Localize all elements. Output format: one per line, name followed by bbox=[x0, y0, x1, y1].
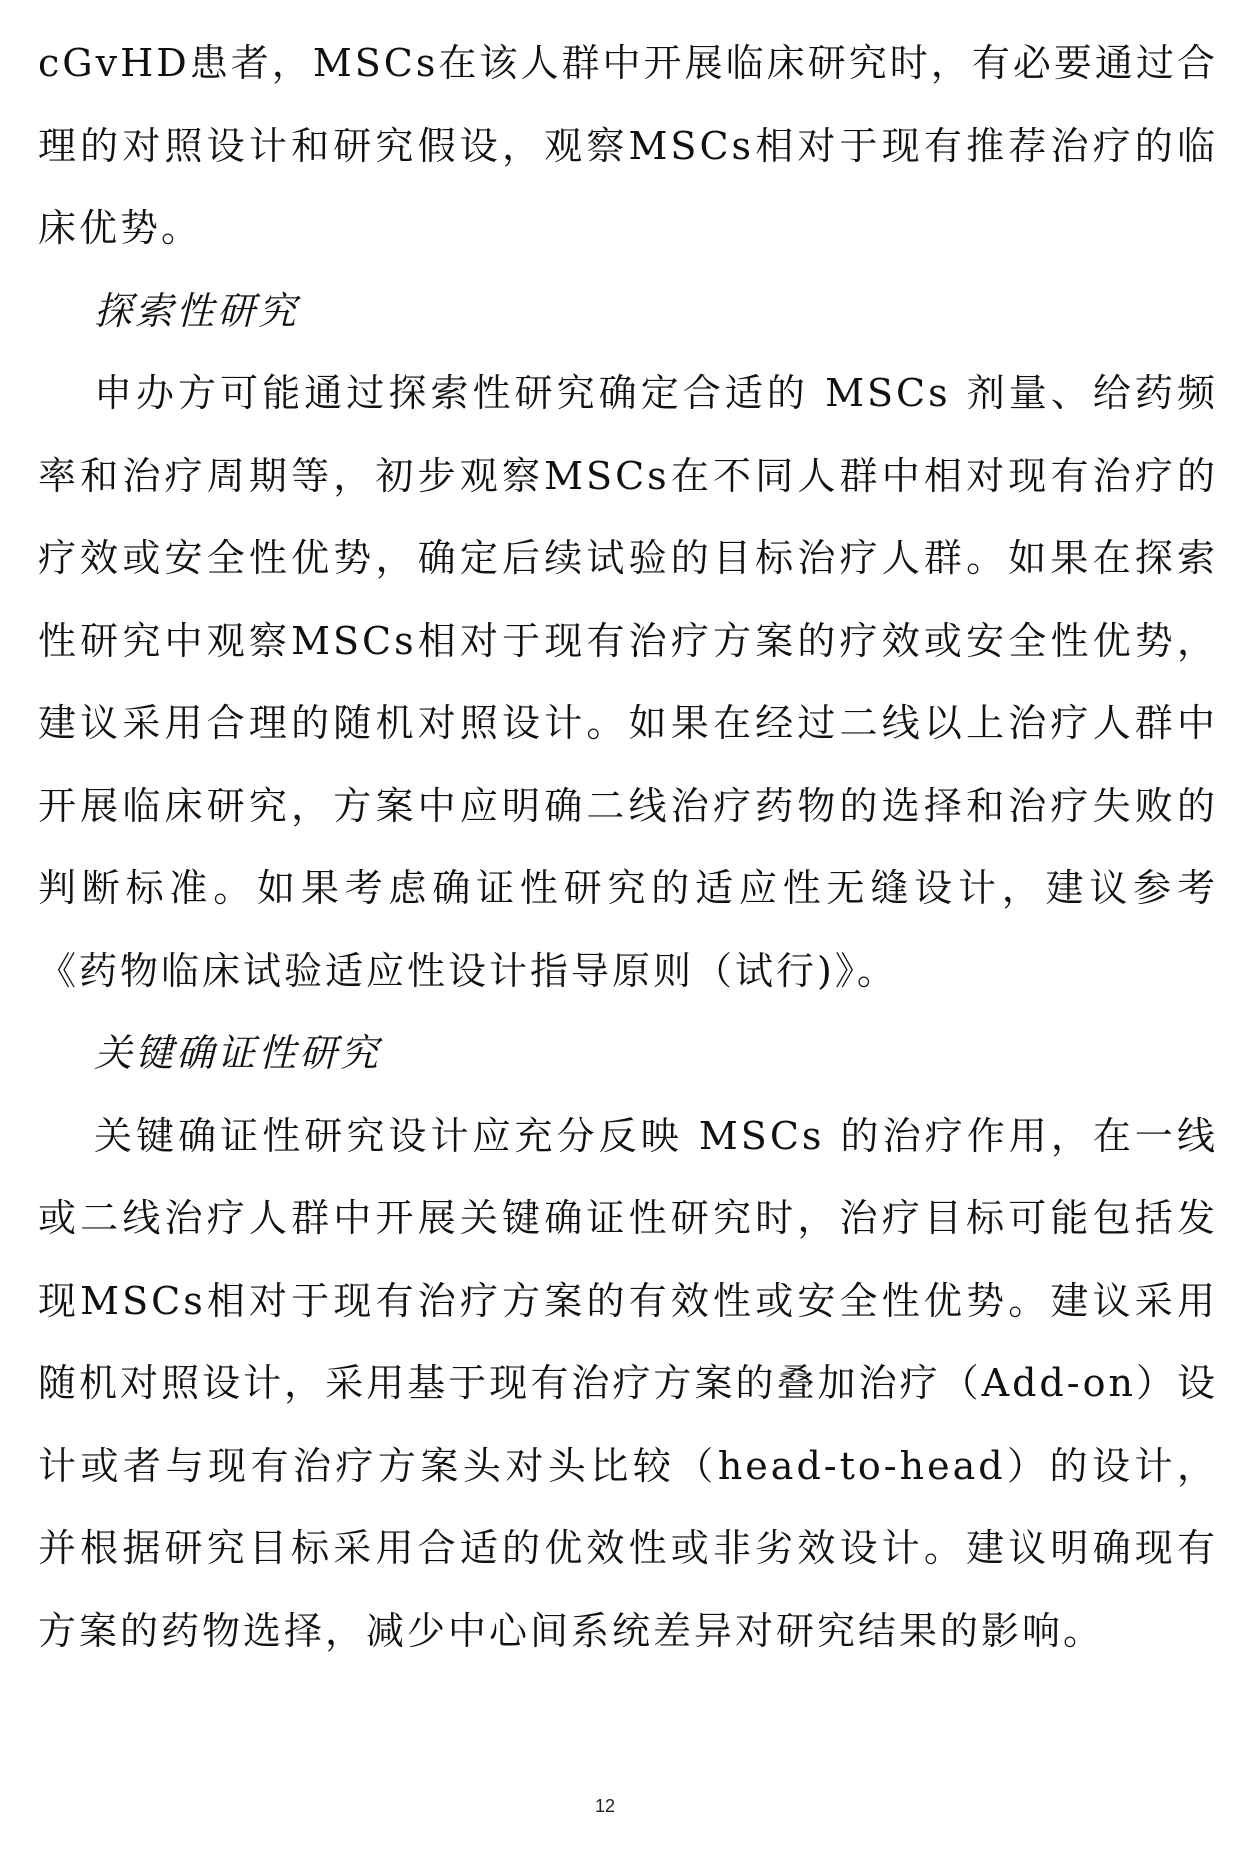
paragraph-exploratory-study: 申办方可能通过探索性研究确定合适的 MSCs 剂量、给药频率和治疗周期等，初步观察MSCs在不同人群中相对现有治疗的疗效或安全性优势，确定后续试验的目标治疗人群。如果在探索性研究中观察MSCs相对于现有治疗方案的疗效或安全性优势，建议采用合理的随机对照设计。如果在经过二线以上治疗人群中开展临床研究，方案中应明确二线治疗药物的选择和治疗失败的判断标准。如果考虑确证性研究的适应性无缝设计，建议参考《药物临床试验适应性设计指导原则（试行)》。 bbox=[38, 371, 1218, 993]
section-heading-exploratory-study: 探索性研究 bbox=[94, 288, 300, 333]
paragraph-cgvhd-continuation: cGvHD患者，MSCs在该人群中开展临床研究时，有必要通过合理的对照设计和研究假设，观察MSCs相对于现有推荐治疗的临床优势。 bbox=[38, 41, 1218, 250]
paragraph-pivotal-confirmatory-study: 关键确证性研究设计应充分反映 MSCs 的治疗作用，在一线或二线治疗人群中开展关键确证性研究时，治疗目标可能包括发现MSCs相对于现有治疗方案的有效性或安全性优势。建议采用随机对照设计，采用基于现有治疗方案的叠加治疗（Add-on）设计或者与现有治疗方案头对头比较（head-to-head）的设计，并根据研究目标采用合适的优效性或非劣效设计。建议明确现有方案的药物选择，减少中心间系统差异对研究结果的影响。 bbox=[38, 1113, 1218, 1653]
document-body bbox=[38, 22, 1218, 1672]
section-heading-pivotal-confirmatory-study: 关键确证性研究 bbox=[94, 1031, 382, 1075]
page-number: 12 bbox=[594, 1796, 616, 1816]
